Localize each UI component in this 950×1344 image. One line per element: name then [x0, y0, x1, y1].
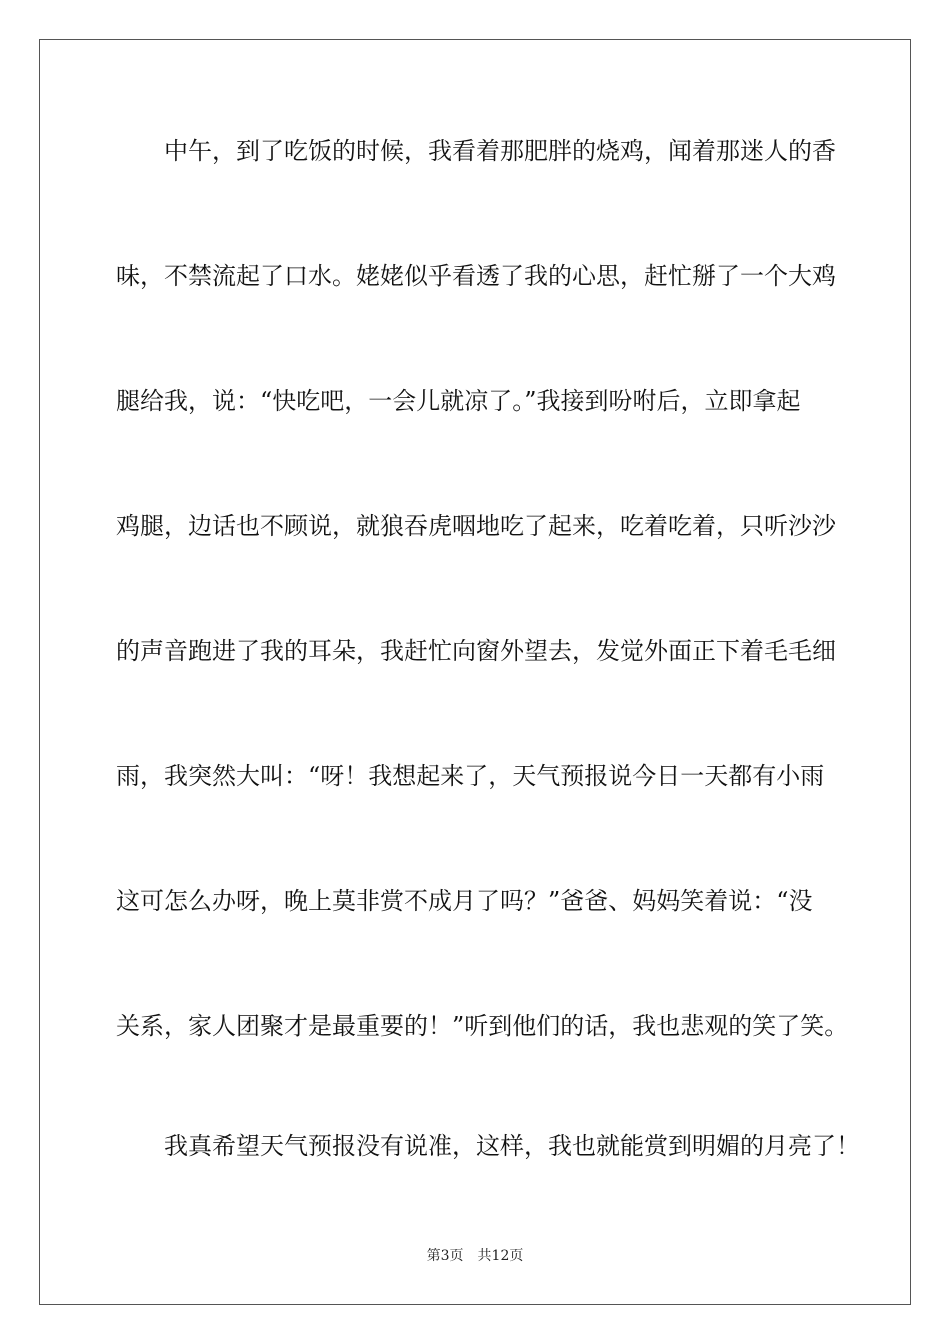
page-number-current: 第3页: [426, 1248, 464, 1264]
paragraph-line: 味，不禁流起了口水。姥姥似乎看透了我的心思，赶忙掰了一个大鸡: [116, 262, 836, 290]
page-footer: [0, 1246, 950, 1266]
paragraph-line: 这可怎么办呀，晚上莫非赏不成月了吗？”爸爸、妈妈笑着说：“没: [116, 887, 813, 915]
paragraph-line: 中午，到了吃饭的时候，我看着那肥胖的烧鸡，闻着那迷人的香: [164, 137, 836, 165]
paragraph-line: 雨，我突然大叫：“呀！我想起来了，天气预报说今日一天都有小雨: [116, 762, 825, 790]
page-number-total: 共12页: [477, 1248, 524, 1264]
paragraph-line: 腿给我，说：“快吃吧，一会儿就凉了。”我接到吩咐后，立即拿起: [116, 387, 801, 415]
paragraph-line: 的声音跑进了我的耳朵，我赶忙向窗外望去，发觉外面正下着毛毛细: [116, 637, 836, 665]
paragraph-line: 我真希望天气预报没有说准，这样，我也就能赏到明媚的月亮了！: [164, 1132, 860, 1160]
paragraph-line: 关系，家人团聚才是最重要的！”听到他们的话，我也悲观的笑了笑。: [116, 1012, 849, 1040]
paragraph-line: 鸡腿，边话也不顾说，就狼吞虎咽地吃了起来，吃着吃着，只听沙沙: [116, 512, 836, 540]
page-border: [39, 39, 911, 1305]
